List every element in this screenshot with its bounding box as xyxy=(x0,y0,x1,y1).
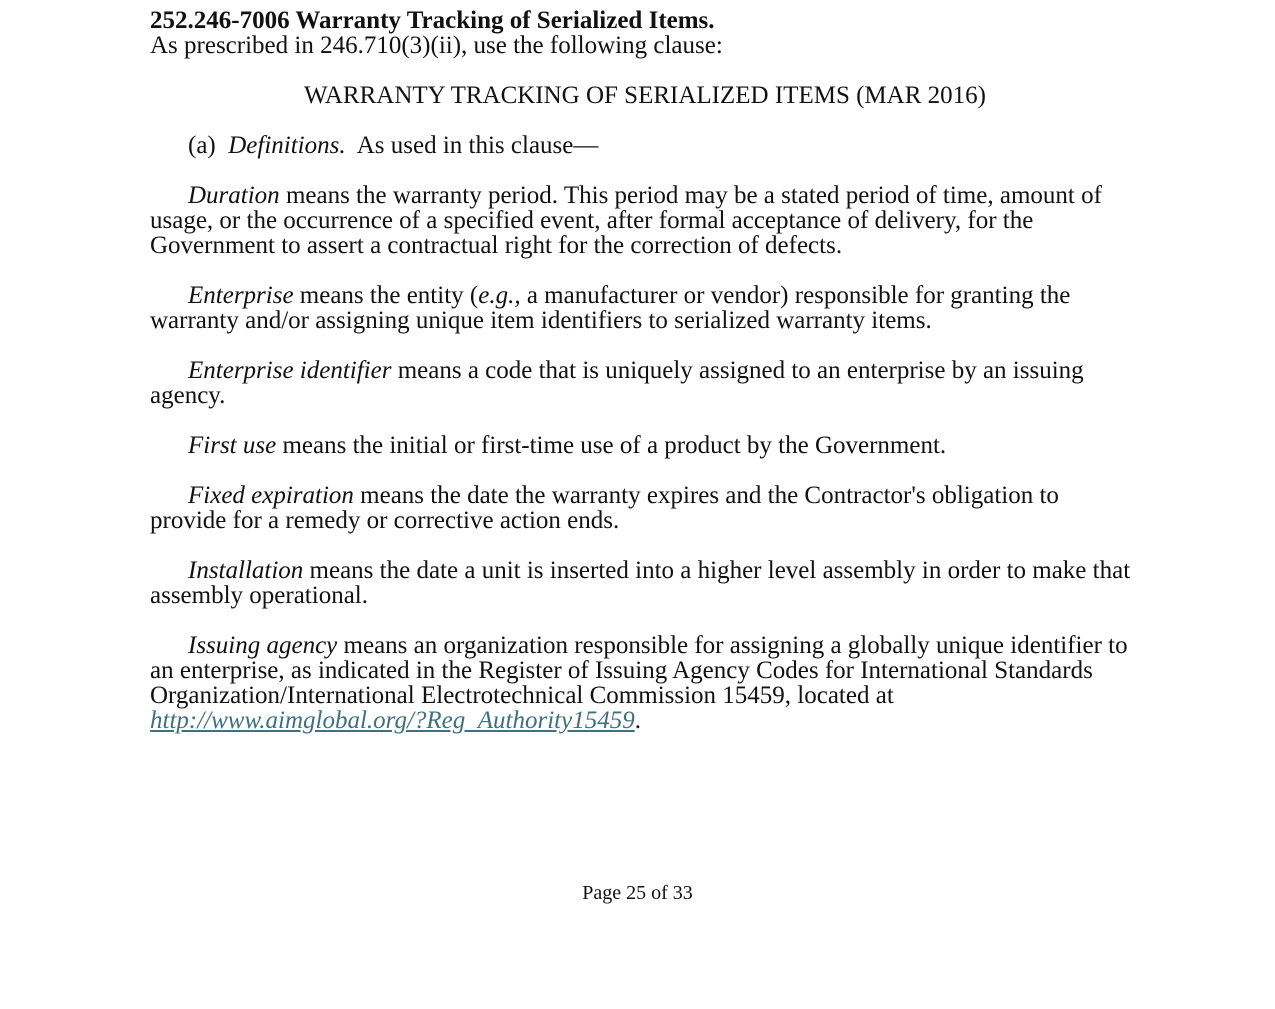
definition-text: means the date the warranty expires and the Contractor's obligation to provide for a remedy or corrective action ends. xyxy=(150,482,1059,534)
subsection-a xyxy=(150,133,1140,158)
definition-term: Issuing agency xyxy=(188,632,338,659)
definition-term: Fixed expiration xyxy=(188,482,354,509)
prescription-text: As prescribed in 246.710(3)(ii), use the following clause: xyxy=(150,32,723,59)
section-heading: 252.246-7006 Warranty Tracking of Serialized Items. xyxy=(150,7,715,34)
definition-text: means an organization responsible for assigning a globally unique identifier to an enterprise, as indicated in the Register of Issuing Agency Codes for International Standards Organization/International Electrotechnical Commission 15459, located at xyxy=(150,632,1128,709)
definition-fixed-expiration xyxy=(150,483,1140,533)
definition-enterprise xyxy=(150,283,1140,333)
document-page xyxy=(150,8,1140,733)
definition-text: means the warranty period. This period may be a stated period of time, amount of usage, or the occurrence of a specified event, after formal acceptance of delivery, for the Government to assert a contractual right for the correction of defects. xyxy=(150,182,1102,259)
definition-text: means the entity ( xyxy=(299,282,479,309)
definition-installation xyxy=(150,558,1140,608)
definition-term: Enterprise identifier xyxy=(188,357,392,384)
definition-enterprise-identifier xyxy=(150,358,1140,408)
definition-duration xyxy=(150,183,1140,258)
subsection-a-text: As used in this clause— xyxy=(356,132,599,159)
register-link[interactable]: http://www.aimglobal.org/?Reg_Authority15459 xyxy=(150,707,635,734)
definition-text: a manufacturer or vendor) responsible for granting the warranty and/or assigning unique item identifiers to serialized warranty items. xyxy=(150,282,1071,334)
definition-issuing-agency xyxy=(150,633,1140,733)
definition-end-punctuation: . xyxy=(634,707,641,734)
clause-title: WARRANTY TRACKING OF SERIALIZED ITEMS (MAR 2016) xyxy=(304,82,986,109)
page-number: Page 25 of 33 xyxy=(582,882,693,904)
definition-term: Installation xyxy=(188,557,304,584)
definition-text: means the initial or first-time use of a product by the Government. xyxy=(282,432,947,459)
definition-first-use xyxy=(150,433,1140,458)
subsection-a-label: (a) xyxy=(188,132,216,159)
definition-term: First use xyxy=(188,432,277,459)
definition-eg: e.g., xyxy=(478,282,521,309)
definition-text: means a code that is uniquely assigned to an enterprise by an issuing agency. xyxy=(150,357,1084,409)
definition-term: Duration xyxy=(188,182,280,209)
definition-term: Enterprise xyxy=(188,282,294,309)
subsection-a-title: Definitions. xyxy=(228,132,346,159)
definition-text: means the date a unit is inserted into a higher level assembly in order to make that assembly operational. xyxy=(150,557,1131,609)
